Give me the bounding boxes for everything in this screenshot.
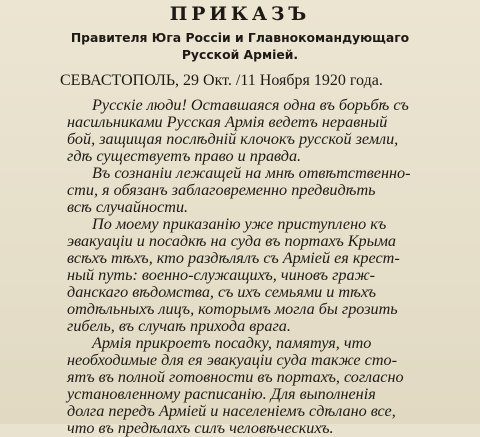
body-line-7: всѣ случайности.: [67, 198, 189, 216]
body-line-16: необходимые для ея эвакуаціи суда также сто-: [67, 351, 398, 369]
body-line-1: Русскіе люди! Оставшаяся одна въ борьбѣ съ: [92, 96, 409, 114]
body-line-14: гибель, въ случаѣ прихода врага.: [67, 317, 291, 335]
body-line-11: ный путь: военно-служащихъ, чиновъ граж-: [67, 266, 376, 284]
body-line-8: По моему приказанію уже приступлено къ: [92, 215, 387, 233]
body-line-9: эвакуаціи и посадкѣ на суда въ портахъ Крыма: [67, 232, 397, 250]
body-line-20: что въ предѣлахъ силъ человѣческихъ.: [67, 419, 334, 437]
body-line-18: установленному расписанію. Для выполненія: [67, 385, 376, 403]
document-title: ПРИКАЗЪ: [169, 3, 311, 25]
body-line-19: долга передъ Арміей и населеніемъ сдѣлано все,: [67, 402, 396, 420]
document-subtitle-line-2: Русской Арміей.: [181, 47, 299, 62]
body-line-5: Въ сознаніи лежащей на мнѣ отвѣтственно-: [92, 164, 411, 182]
document-dateline: СЕВАСТОПОЛЬ, 29 Окт. /11 Ноября 1920 года.: [60, 72, 383, 89]
body-line-17: ятъ въ полной готовности въ портахъ, согласно: [67, 368, 404, 386]
body-line-15: Армія прикроетъ посадку, памятуя, что: [92, 334, 372, 352]
body-line-6: сти, я обязанъ заблаговременно предвидѣть: [67, 181, 376, 199]
body-line-2: насильниками Русская Армія ведетъ неравный: [67, 113, 388, 131]
body-line-12: данскаго вѣдомства, съ ихъ семьями и тѣхъ: [67, 283, 377, 301]
body-line-13: отдѣльныхъ лицъ, которымъ могла бы грозить: [67, 300, 398, 318]
body-line-3: бой, защищая послѣдній клочокъ русской земли,: [67, 130, 399, 148]
body-line-10: всѣхъ тѣхъ, кто раздѣлялъ съ Арміей ея крест-: [67, 249, 400, 267]
body-line-4: гдѣ существуетъ право и правда.: [67, 147, 302, 165]
document-subtitle-line-1: Правителя Юга Россіи и Главнокомандующаго: [70, 30, 410, 45]
